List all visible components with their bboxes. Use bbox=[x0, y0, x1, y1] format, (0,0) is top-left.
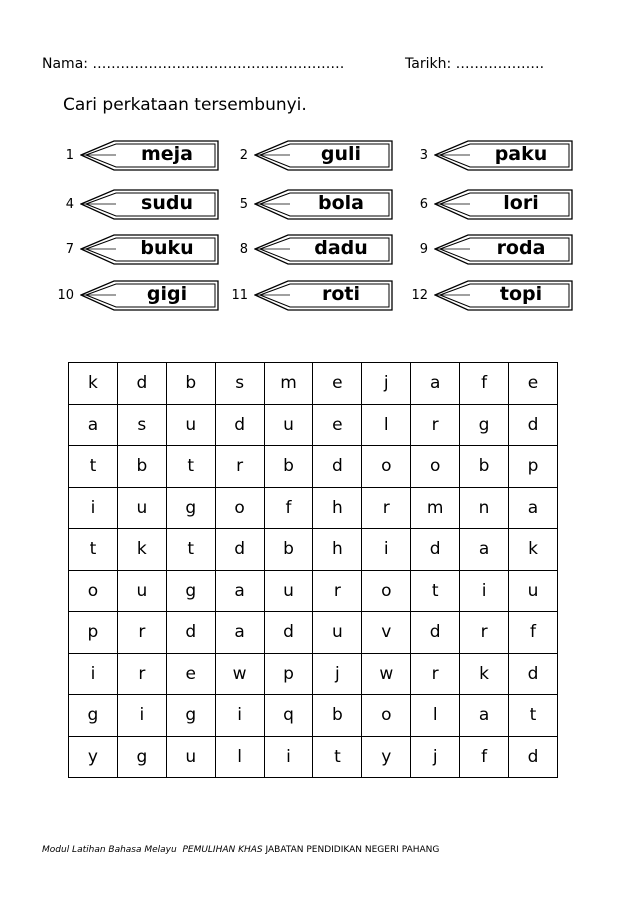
grid-cell[interactable]: k bbox=[509, 529, 558, 571]
grid-cell[interactable]: u bbox=[509, 570, 558, 612]
grid-cell[interactable]: t bbox=[411, 570, 460, 612]
word-number: 10 bbox=[57, 288, 74, 303]
grid-cell[interactable]: b bbox=[264, 529, 313, 571]
grid-cell[interactable]: f bbox=[509, 612, 558, 654]
grid-cell[interactable]: k bbox=[460, 653, 509, 695]
word-number: 3 bbox=[419, 148, 428, 163]
grid-cell[interactable]: i bbox=[69, 487, 118, 529]
grid-cell[interactable]: b bbox=[117, 446, 166, 488]
grid-cell[interactable]: i bbox=[69, 653, 118, 695]
grid-cell[interactable]: u bbox=[117, 570, 166, 612]
word-label: sudu bbox=[141, 192, 193, 214]
word-item bbox=[402, 234, 588, 268]
grid-cell[interactable]: d bbox=[411, 612, 460, 654]
grid-cell[interactable]: b bbox=[460, 446, 509, 488]
grid-cell[interactable]: e bbox=[313, 404, 362, 446]
word-label: topi bbox=[499, 283, 543, 305]
grid-cell[interactable]: d bbox=[117, 363, 166, 405]
grid-cell[interactable]: p bbox=[264, 653, 313, 695]
grid-cell[interactable]: g bbox=[69, 695, 118, 737]
grid-cell[interactable]: t bbox=[166, 446, 215, 488]
word-label: meja bbox=[140, 143, 194, 165]
word-item bbox=[48, 280, 234, 314]
word-number: 11 bbox=[231, 288, 248, 303]
word-item bbox=[48, 189, 234, 223]
word-item bbox=[48, 140, 234, 174]
grid-cell[interactable]: o bbox=[362, 695, 411, 737]
word-number: 1 bbox=[65, 148, 74, 163]
grid-cell[interactable]: b bbox=[264, 446, 313, 488]
grid-cell[interactable]: l bbox=[215, 736, 264, 778]
grid-cell[interactable]: g bbox=[166, 570, 215, 612]
word-label: lori bbox=[503, 192, 539, 214]
grid-cell[interactable]: r bbox=[362, 487, 411, 529]
grid-cell[interactable]: d bbox=[509, 653, 558, 695]
grid-cell[interactable]: f bbox=[460, 736, 509, 778]
word-item bbox=[48, 234, 234, 268]
grid-cell[interactable]: r bbox=[215, 446, 264, 488]
word-item bbox=[222, 140, 408, 174]
grid-cell[interactable]: q bbox=[264, 695, 313, 737]
word-number: 4 bbox=[65, 197, 74, 212]
grid-cell[interactable]: i bbox=[460, 570, 509, 612]
grid-cell[interactable]: j bbox=[362, 363, 411, 405]
date-field-line: Tarikh: ………………. bbox=[405, 56, 545, 72]
grid-cell[interactable]: u bbox=[264, 404, 313, 446]
grid-cell[interactable]: u bbox=[313, 612, 362, 654]
grid-cell[interactable]: e bbox=[509, 363, 558, 405]
word-label: buku bbox=[140, 237, 194, 259]
name-field-line: Nama: ……………………………………………… bbox=[42, 56, 345, 72]
grid-cell[interactable]: u bbox=[117, 487, 166, 529]
grid-cell[interactable]: a bbox=[460, 695, 509, 737]
footer-module-name: Modul Latihan Bahasa Melayu bbox=[42, 845, 177, 855]
grid-cell[interactable]: d bbox=[509, 404, 558, 446]
grid-cell[interactable]: b bbox=[313, 695, 362, 737]
grid-cell[interactable]: j bbox=[313, 653, 362, 695]
grid-cell[interactable]: a bbox=[215, 570, 264, 612]
grid-cell[interactable]: d bbox=[166, 612, 215, 654]
grid-row bbox=[69, 529, 558, 571]
grid-cell[interactable]: i bbox=[264, 736, 313, 778]
grid-cell[interactable]: i bbox=[362, 529, 411, 571]
grid-cell[interactable]: n bbox=[460, 487, 509, 529]
word-label: roti bbox=[321, 283, 361, 305]
word-label: gigi bbox=[146, 283, 188, 305]
grid-cell[interactable]: t bbox=[69, 529, 118, 571]
grid-row bbox=[69, 736, 558, 778]
word-item bbox=[402, 140, 588, 174]
grid-cell[interactable]: a bbox=[215, 612, 264, 654]
word-number: 7 bbox=[65, 242, 74, 257]
grid-cell[interactable]: d bbox=[509, 736, 558, 778]
word-label: roda bbox=[496, 237, 546, 259]
grid-cell[interactable]: y bbox=[362, 736, 411, 778]
footer bbox=[42, 845, 439, 855]
grid-cell[interactable]: a bbox=[509, 487, 558, 529]
grid-cell[interactable]: h bbox=[313, 487, 362, 529]
grid-cell[interactable]: r bbox=[460, 612, 509, 654]
grid-cell[interactable]: t bbox=[166, 529, 215, 571]
word-number: 6 bbox=[419, 197, 428, 212]
grid-cell[interactable]: l bbox=[411, 695, 460, 737]
grid-cell[interactable]: s bbox=[117, 404, 166, 446]
grid-cell[interactable]: u bbox=[166, 736, 215, 778]
grid-cell[interactable]: v bbox=[362, 612, 411, 654]
grid-cell[interactable]: m bbox=[411, 487, 460, 529]
grid-cell[interactable]: r bbox=[117, 653, 166, 695]
grid-cell[interactable]: i bbox=[117, 695, 166, 737]
grid-cell[interactable]: u bbox=[166, 404, 215, 446]
word-item bbox=[402, 280, 588, 314]
grid-cell[interactable]: o bbox=[215, 487, 264, 529]
grid-cell[interactable]: t bbox=[69, 446, 118, 488]
grid-cell[interactable]: b bbox=[166, 363, 215, 405]
grid-cell[interactable]: d bbox=[411, 529, 460, 571]
grid-row bbox=[69, 404, 558, 446]
grid-cell[interactable]: a bbox=[69, 404, 118, 446]
grid-row bbox=[69, 695, 558, 737]
grid-row bbox=[69, 363, 558, 405]
grid-cell[interactable]: k bbox=[69, 363, 118, 405]
word-item bbox=[222, 234, 408, 268]
grid-cell[interactable]: w bbox=[362, 653, 411, 695]
grid-cell[interactable]: r bbox=[411, 404, 460, 446]
word-number: 9 bbox=[419, 242, 428, 257]
grid-cell[interactable]: h bbox=[313, 529, 362, 571]
grid-cell[interactable]: p bbox=[69, 612, 118, 654]
grid-cell[interactable]: l bbox=[362, 404, 411, 446]
grid-cell[interactable]: t bbox=[313, 736, 362, 778]
grid-cell[interactable]: g bbox=[460, 404, 509, 446]
grid-cell[interactable]: t bbox=[509, 695, 558, 737]
word-item bbox=[402, 189, 588, 223]
word-item bbox=[222, 189, 408, 223]
word-item bbox=[222, 280, 408, 314]
word-number: 5 bbox=[239, 197, 248, 212]
word-number: 12 bbox=[411, 288, 428, 303]
word-label: paku bbox=[494, 143, 548, 165]
word-label: dadu bbox=[314, 237, 368, 259]
grid-cell[interactable]: g bbox=[166, 487, 215, 529]
grid-cell[interactable]: f bbox=[460, 363, 509, 405]
grid-cell[interactable]: s bbox=[215, 363, 264, 405]
grid-cell[interactable]: m bbox=[264, 363, 313, 405]
grid-cell[interactable]: d bbox=[215, 529, 264, 571]
footer-department-name: JABATAN PENDIDIKAN NEGERI PAHANG bbox=[265, 845, 440, 855]
grid-cell[interactable]: o bbox=[411, 446, 460, 488]
word-number: 2 bbox=[239, 148, 248, 163]
grid-cell[interactable]: d bbox=[264, 612, 313, 654]
grid-row bbox=[69, 612, 558, 654]
grid-cell[interactable]: r bbox=[117, 612, 166, 654]
grid-cell[interactable]: d bbox=[215, 404, 264, 446]
grid-cell[interactable]: k bbox=[117, 529, 166, 571]
grid-cell[interactable]: g bbox=[117, 736, 166, 778]
grid-cell[interactable]: o bbox=[69, 570, 118, 612]
grid-cell[interactable]: g bbox=[166, 695, 215, 737]
footer-program-name: PEMULIHAN KHAS bbox=[182, 845, 263, 855]
grid-cell[interactable]: o bbox=[362, 446, 411, 488]
grid-cell[interactable]: j bbox=[411, 736, 460, 778]
grid-cell[interactable]: p bbox=[509, 446, 558, 488]
grid-cell[interactable]: a bbox=[460, 529, 509, 571]
word-label: bola bbox=[318, 192, 364, 214]
grid-row bbox=[69, 570, 558, 612]
grid-cell[interactable]: f bbox=[264, 487, 313, 529]
grid-cell[interactable]: e bbox=[313, 363, 362, 405]
word-search-grid bbox=[68, 362, 558, 778]
word-label: guli bbox=[320, 143, 362, 165]
grid-row bbox=[69, 446, 558, 488]
grid-cell[interactable]: u bbox=[264, 570, 313, 612]
instruction-text: Cari perkataan tersembunyi. bbox=[63, 95, 307, 115]
grid-cell[interactable]: a bbox=[411, 363, 460, 405]
grid-cell[interactable]: d bbox=[313, 446, 362, 488]
grid-row bbox=[69, 487, 558, 529]
grid-cell[interactable]: o bbox=[362, 570, 411, 612]
grid-row bbox=[69, 653, 558, 695]
grid-cell[interactable]: y bbox=[69, 736, 118, 778]
grid-cell[interactable]: i bbox=[215, 695, 264, 737]
grid-cell[interactable]: r bbox=[411, 653, 460, 695]
grid-cell[interactable]: r bbox=[313, 570, 362, 612]
grid-cell[interactable]: e bbox=[166, 653, 215, 695]
word-number: 8 bbox=[239, 242, 248, 257]
grid-cell[interactable]: w bbox=[215, 653, 264, 695]
